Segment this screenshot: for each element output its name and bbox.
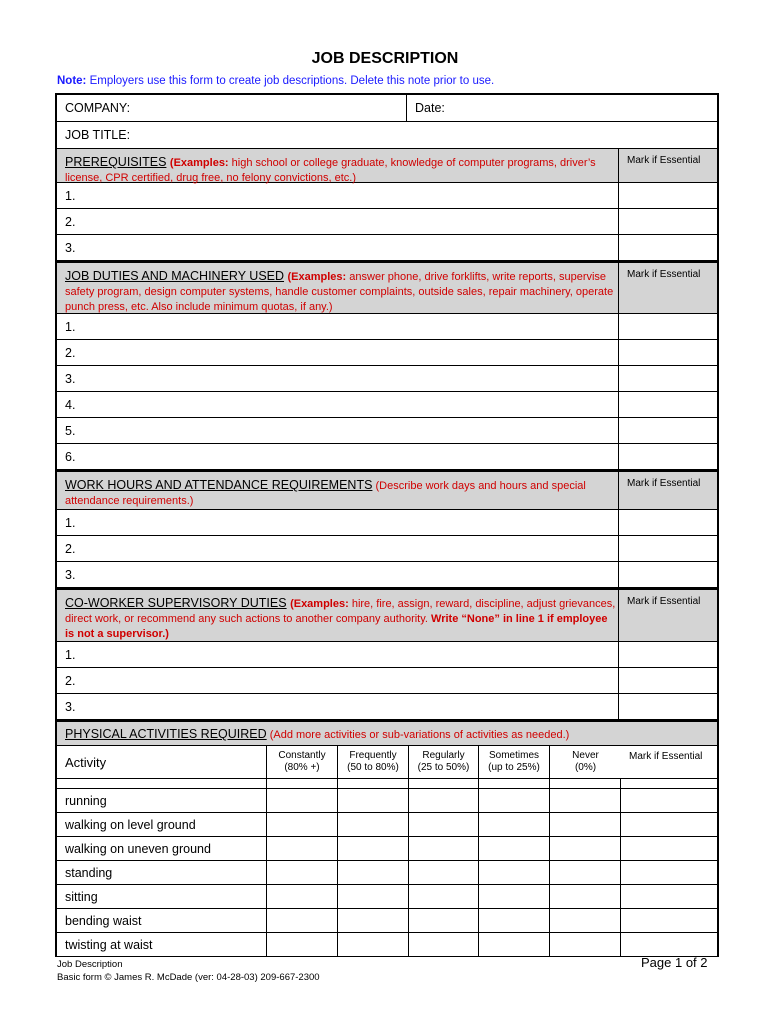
duties-essential-mark[interactable] [619, 340, 717, 365]
prereq-row-number: 2. [65, 214, 76, 229]
frequency-checkbox-cell[interactable] [409, 789, 479, 812]
prereq-title: PREREQUISITES [65, 155, 167, 169]
company-row [57, 95, 717, 122]
duties-examples-label: (Examples: [287, 271, 347, 283]
hours-entry-field[interactable] [57, 510, 619, 535]
frequency-checkbox-cell[interactable] [409, 837, 479, 860]
note-label: Note: [57, 75, 87, 87]
cowork-row-number: 2. [65, 673, 76, 688]
duties-mark-header: Mark if Essential [619, 263, 717, 313]
duties-row [57, 314, 717, 340]
footer-doc-name: Job Description [57, 959, 123, 970]
page-title: JOB DESCRIPTION [311, 50, 459, 67]
footer-copyright: Basic form © James R. McDade (ver: 04-28-03) 209-667-2300 [57, 972, 320, 983]
duties-entry-field[interactable] [57, 392, 619, 417]
duties-title: JOB DUTIES AND MACHINERY USED [65, 269, 285, 283]
frequency-checkbox-cell[interactable] [409, 933, 479, 956]
duties-row-number: 6. [65, 449, 76, 464]
hours-header [57, 470, 717, 510]
frequency-checkbox-cell[interactable] [338, 813, 409, 836]
duties-entry-field[interactable] [57, 418, 619, 443]
activity-essential-mark[interactable] [621, 909, 719, 932]
hours-row-number: 3. [65, 567, 76, 582]
date-field[interactable] [407, 95, 717, 121]
date-label: Date: [415, 101, 445, 115]
cowork-examples-bold: Write “None” in line 1 if employee is not a supervisor.) [65, 613, 608, 640]
frequency-checkbox-cell[interactable] [550, 789, 621, 812]
cowork-essential-mark[interactable] [619, 694, 717, 719]
frequency-checkbox-cell[interactable] [479, 861, 550, 884]
activity-header: Activity [57, 746, 267, 778]
frequency-label: Sometimes [488, 750, 539, 761]
physical-column-headers [57, 746, 717, 779]
activity-row [57, 909, 717, 933]
cowork-essential-mark[interactable] [619, 668, 717, 693]
hours-row-number: 1. [65, 515, 76, 530]
activity-essential-mark[interactable] [621, 837, 719, 860]
frequency-checkbox-cell[interactable] [479, 933, 550, 956]
activity-essential-mark[interactable] [621, 933, 719, 956]
prereq-entry-field[interactable] [57, 183, 619, 208]
cowork-entry-field[interactable] [57, 642, 619, 667]
prereq-essential-mark[interactable] [619, 209, 717, 234]
duties-row [57, 366, 717, 392]
hours-title-cell [57, 472, 619, 509]
cowork-row [57, 642, 717, 668]
physical-header [57, 720, 717, 746]
duties-row-number: 5. [65, 423, 76, 438]
frequency-header [409, 746, 479, 778]
frequency-headers [267, 746, 621, 778]
duties-header [57, 261, 717, 314]
frequency-checkbox-cell[interactable] [479, 885, 550, 908]
frequency-checkbox-cell[interactable] [409, 861, 479, 884]
prereq-header [57, 149, 717, 183]
cowork-row [57, 694, 717, 720]
hours-essential-mark[interactable] [619, 562, 717, 587]
prereq-row [57, 235, 717, 261]
note-text: Employers use this form to create job descriptions. Delete this note prior to use. [86, 75, 495, 87]
job-title-row [57, 122, 717, 149]
frequency-checkbox-cell[interactable] [409, 813, 479, 836]
duties-entry-field[interactable] [57, 340, 619, 365]
frequency-range: (80% +) [284, 762, 320, 773]
activity-name: sitting [57, 885, 267, 908]
page-number: Page 1 of 2 [641, 955, 708, 970]
prereq-entry-field[interactable] [57, 235, 619, 260]
frequency-checkbox-cell[interactable] [550, 909, 621, 932]
frequency-checkbox-cell[interactable] [479, 813, 550, 836]
duties-essential-mark[interactable] [619, 366, 717, 391]
instruction-note [57, 75, 494, 87]
hours-row [57, 536, 717, 562]
job-title-field[interactable] [57, 122, 717, 148]
cowork-row-number: 3. [65, 699, 76, 714]
activity-essential-mark[interactable] [621, 789, 719, 812]
frequency-checkbox-cell[interactable] [338, 861, 409, 884]
hours-row-number: 2. [65, 541, 76, 556]
prereq-row-number: 3. [65, 240, 76, 255]
physical-mark-header: Mark if Essential [629, 751, 703, 762]
activity-row [57, 813, 717, 837]
duties-title-cell [57, 263, 619, 313]
prereq-title-cell [57, 149, 619, 182]
physical-rows [57, 789, 717, 957]
duties-row-number: 3. [65, 371, 76, 386]
hours-title: WORK HOURS AND ATTENDANCE REQUIREMENTS [65, 478, 373, 492]
frequency-checkbox-cell[interactable] [409, 909, 479, 932]
duties-essential-mark[interactable] [619, 314, 717, 339]
frequency-checkbox-cell[interactable] [479, 837, 550, 860]
duties-row [57, 418, 717, 444]
frequency-checkbox-cell[interactable] [267, 813, 338, 836]
duties-essential-mark[interactable] [619, 392, 717, 417]
duties-examples: answer phone, drive forklifts, write reports, supervise safety program, design computer systems, handle customer complaints, outside sales, repair machinery, operate punch press, etc. Also include minimum quotas, if any.) [65, 271, 614, 313]
job-title-label: JOB TITLE: [65, 128, 131, 142]
frequency-header [479, 746, 550, 778]
frequency-checkbox-cell[interactable] [550, 837, 621, 860]
prereq-essential-mark[interactable] [619, 183, 717, 208]
frequency-range: (25 to 50%) [417, 762, 470, 773]
activity-name: walking on level ground [57, 813, 267, 836]
frequency-checkbox-cell[interactable] [338, 885, 409, 908]
frequency-checkbox-cell[interactable] [550, 813, 621, 836]
physical-spacer-row [57, 779, 717, 789]
frequency-checkbox-cell[interactable] [267, 933, 338, 956]
activity-essential-mark[interactable] [621, 813, 719, 836]
hours-essential-mark[interactable] [619, 510, 717, 535]
frequency-checkbox-cell[interactable] [267, 909, 338, 932]
footer-info [57, 958, 320, 984]
frequency-checkbox-cell[interactable] [550, 885, 621, 908]
cowork-entry-field[interactable] [57, 668, 619, 693]
frequency-range: (50 to 80%) [347, 762, 399, 773]
cowork-examples-label: (Examples: [290, 598, 349, 610]
duties-row-number: 4. [65, 397, 76, 412]
activity-name: bending waist [57, 909, 267, 932]
physical-title: PHYSICAL ACTIVITIES REQUIRED [65, 727, 267, 741]
duties-rows [57, 314, 717, 470]
prereq-examples-label: (Examples: [169, 157, 229, 169]
prereq-examples: high school or college graduate, knowledge of computer programs, driver’s license, CPR certified, drug free, no felony convictions, etc.) [65, 157, 596, 184]
prereq-row-number: 1. [65, 188, 76, 203]
frequency-checkbox-cell[interactable] [479, 789, 550, 812]
activity-name: running [57, 789, 267, 812]
duties-essential-mark[interactable] [619, 418, 717, 443]
activity-name: twisting at waist [57, 933, 267, 956]
hours-row [57, 510, 717, 536]
prereq-rows [57, 183, 717, 261]
frequency-label: Constantly [278, 750, 326, 761]
cowork-entry-field[interactable] [57, 694, 619, 719]
prereq-essential-mark[interactable] [619, 235, 717, 260]
hours-examples: (Describe work days and hours and special attendance requirements.) [65, 480, 586, 507]
duties-row [57, 340, 717, 366]
hours-essential-mark[interactable] [619, 536, 717, 561]
duties-row [57, 444, 717, 470]
activity-row [57, 837, 717, 861]
duties-entry-field[interactable] [57, 444, 619, 469]
frequency-checkbox-cell[interactable] [338, 837, 409, 860]
frequency-header [338, 746, 409, 778]
job-description-form [55, 93, 719, 957]
frequency-checkbox-cell[interactable] [267, 837, 338, 860]
prereq-entry-field[interactable] [57, 209, 619, 234]
frequency-label: Never [572, 750, 599, 761]
frequency-checkbox-cell[interactable] [338, 909, 409, 932]
company-field[interactable] [57, 95, 407, 121]
frequency-checkbox-cell[interactable] [267, 789, 338, 812]
duties-entry-field[interactable] [57, 366, 619, 391]
prereq-mark-header: Mark if Essential [619, 149, 717, 182]
frequency-range: (up to 25%) [488, 762, 540, 773]
prereq-row [57, 183, 717, 209]
frequency-label: Regularly [422, 750, 465, 761]
activity-row [57, 861, 717, 885]
hours-rows [57, 510, 717, 588]
duties-row [57, 392, 717, 418]
activity-name: walking on uneven ground [57, 837, 267, 860]
frequency-header [267, 746, 338, 778]
duties-essential-mark[interactable] [619, 444, 717, 469]
activity-essential-mark[interactable] [621, 861, 719, 884]
physical-examples: (Add more activities or sub-variations of activities as needed.) [266, 729, 570, 741]
activity-essential-mark[interactable] [621, 885, 719, 908]
hours-entry-field[interactable] [57, 536, 619, 561]
activity-name: standing [57, 861, 267, 884]
hours-entry-field[interactable] [57, 562, 619, 587]
cowork-title-cell [57, 590, 619, 641]
frequency-header [550, 746, 621, 778]
frequency-checkbox-cell[interactable] [267, 861, 338, 884]
cowork-rows [57, 642, 717, 720]
frequency-checkbox-cell[interactable] [550, 861, 621, 884]
cowork-header [57, 588, 717, 642]
cowork-essential-mark[interactable] [619, 642, 717, 667]
frequency-checkbox-cell[interactable] [338, 789, 409, 812]
frequency-checkbox-cell[interactable] [550, 933, 621, 956]
hours-row [57, 562, 717, 588]
company-label: COMPANY: [65, 101, 131, 115]
prereq-row [57, 209, 717, 235]
physical-title-cell [57, 722, 717, 745]
activity-row [57, 885, 717, 909]
duties-row-number: 1. [65, 319, 76, 334]
frequency-checkbox-cell[interactable] [267, 885, 338, 908]
duties-row-number: 2. [65, 345, 76, 360]
duties-entry-field[interactable] [57, 314, 619, 339]
frequency-range: (0%) [574, 762, 597, 773]
cowork-row [57, 668, 717, 694]
hours-mark-header: Mark if Essential [619, 472, 717, 509]
cowork-examples: hire, fire, assign, reward, discipline, adjust grievances, direct work, or recommend any such actions to another company authority. [65, 598, 616, 625]
frequency-checkbox-cell[interactable] [338, 933, 409, 956]
frequency-label: Frequently [349, 750, 397, 761]
activity-row [57, 933, 717, 957]
activity-row [57, 789, 717, 813]
cowork-title: CO-WORKER SUPERVISORY DUTIES [65, 596, 287, 610]
frequency-checkbox-cell[interactable] [479, 909, 550, 932]
frequency-checkbox-cell[interactable] [409, 885, 479, 908]
cowork-row-number: 1. [65, 647, 76, 662]
cowork-mark-header: Mark if Essential [619, 590, 717, 641]
